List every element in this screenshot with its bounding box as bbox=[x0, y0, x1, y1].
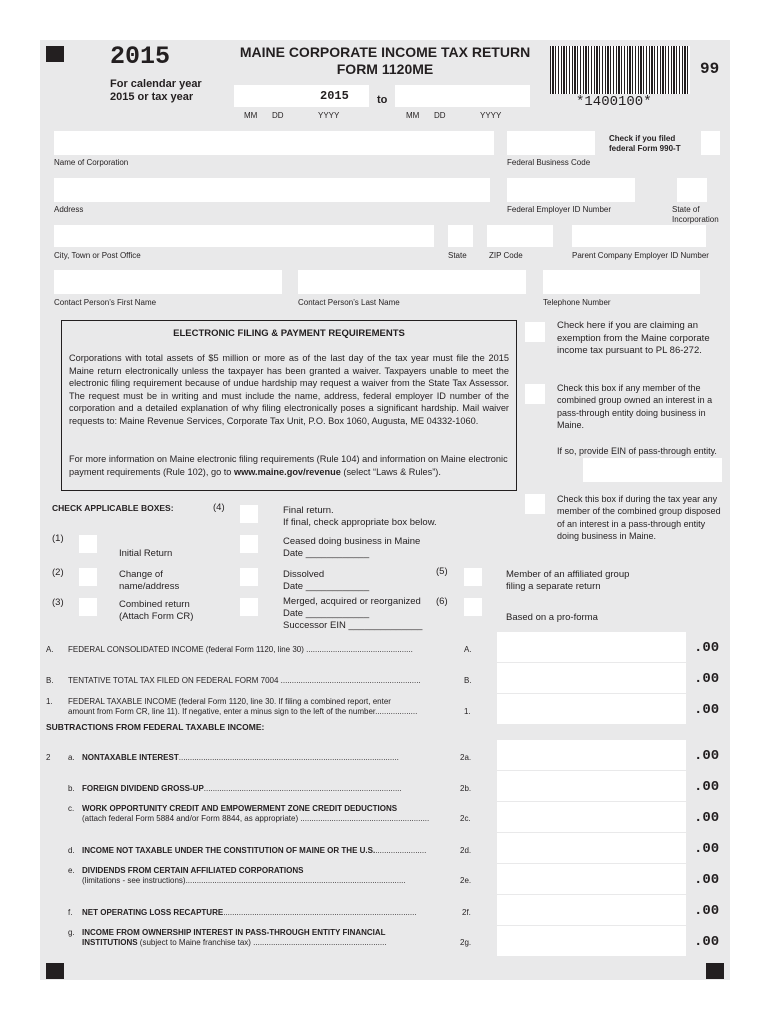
telephone-label: Telephone Number bbox=[543, 298, 611, 307]
line-1-ref: 1. bbox=[464, 707, 471, 716]
to-dd-label: DD bbox=[434, 111, 446, 120]
electronic-filing-notice bbox=[61, 320, 517, 491]
line-2d-ref: 2d. bbox=[460, 846, 472, 855]
tax-year-to-field[interactable] bbox=[395, 85, 530, 107]
from-mm-label: MM bbox=[244, 111, 258, 120]
line-a-number: A. bbox=[46, 645, 54, 654]
item-4-number: (4) bbox=[213, 502, 225, 513]
federal-business-code-field[interactable] bbox=[507, 131, 595, 155]
line-2g-amount-field[interactable] bbox=[497, 926, 686, 956]
from-dd-label: DD bbox=[272, 111, 284, 120]
merged-checkbox[interactable] bbox=[240, 598, 258, 616]
line-2g-ref: 2g. bbox=[460, 938, 472, 947]
parent-company-ein-field[interactable] bbox=[572, 225, 706, 247]
passthrough-ein-field[interactable] bbox=[583, 458, 722, 482]
contact-last-name-label: Contact Person’s Last Name bbox=[298, 298, 400, 307]
state-of-incorporation-field[interactable] bbox=[677, 178, 707, 202]
zip-code-field[interactable] bbox=[487, 225, 553, 247]
change-address-label: Change of name/address bbox=[119, 569, 180, 592]
ceased-business-label: Ceased doing business in Maine Date ____________ bbox=[283, 536, 421, 559]
state-field[interactable] bbox=[448, 225, 473, 247]
applicable-boxes-heading: CHECK APPLICABLE BOXES: bbox=[52, 503, 174, 513]
line-2g-letter: g. bbox=[68, 928, 75, 937]
line-2e-amount-field[interactable] bbox=[497, 864, 686, 894]
line-a-amount-field[interactable] bbox=[497, 632, 686, 662]
passthrough-interest-label: Check this box if any member of the combined group owned an interest in a pass-through entity doing business in Maine. bbox=[557, 383, 713, 430]
dissolved-checkbox[interactable] bbox=[240, 568, 258, 586]
line-2f-letter: f. bbox=[68, 908, 73, 917]
calendar-year-label: For calendar year 2015 or tax year bbox=[110, 78, 202, 103]
line-a-description: FEDERAL CONSOLIDATED INCOME (federal Form 1120, line 30) ................................................ bbox=[68, 645, 413, 654]
line-2f-description: NET OPERATING LOSS RECAPTURE....................................................................................... bbox=[82, 908, 417, 917]
contact-first-name-label: Contact Person’s First Name bbox=[54, 298, 157, 307]
registration-mark-bottom-right bbox=[706, 963, 724, 979]
final-return-label: Final return. If final, check appropriate box below. bbox=[283, 505, 437, 528]
line-2a-description: NONTAXABLE INTEREST................................................................................................... bbox=[82, 753, 399, 762]
item-5-number: (5) bbox=[436, 566, 448, 577]
ceased-business-checkbox[interactable] bbox=[240, 535, 258, 553]
subtractions-heading: SUBTRACTIONS FROM FEDERAL TAXABLE INCOME: bbox=[46, 722, 265, 732]
line-2c-cents: .00 bbox=[694, 810, 720, 826]
line-2a-amount-field[interactable] bbox=[497, 740, 686, 770]
line-1-number: 1. bbox=[46, 697, 53, 706]
state-label: State bbox=[448, 251, 467, 260]
initial-return-checkbox[interactable] bbox=[79, 535, 97, 553]
exemption-label: Check here if you are claiming an exemption from the Maine corporate income tax pursuant to PL 86-272. bbox=[557, 320, 710, 356]
line-2e-description: DIVIDENDS FROM CERTAIN AFFILIATED CORPORATIONS (limitations - see instructions)................................................................................................... bbox=[82, 866, 406, 885]
electronic-filing-title: ELECTRONIC FILING & PAYMENT REQUIREMENTS bbox=[173, 328, 405, 339]
combined-return-label: Combined return (Attach Form CR) bbox=[119, 599, 194, 622]
line-a-cents: .00 bbox=[694, 640, 720, 656]
disposed-interest-checkbox[interactable] bbox=[525, 494, 545, 514]
merged-label: Merged, acquired or reorganized Date ____________ Successor EIN ______________ bbox=[283, 596, 423, 631]
passthrough-ein-label: If so, provide EIN of pass-through entity. bbox=[557, 446, 717, 456]
line-2d-letter: d. bbox=[68, 846, 75, 855]
form-number: 99 bbox=[700, 60, 720, 78]
line-2d-cents: .00 bbox=[694, 841, 720, 857]
line-2d-amount-field[interactable] bbox=[497, 833, 686, 863]
line-2c-ref: 2c. bbox=[460, 814, 471, 823]
registration-mark-bottom-left bbox=[46, 963, 64, 979]
line-2g-description: INCOME FROM OWNERSHIP INTEREST IN PASS-THROUGH ENTITY FINANCIAL INSTITUTIONS (subject to Maine franchise tax) ............................................................ bbox=[82, 928, 387, 947]
line-2c-amount-field[interactable] bbox=[497, 802, 686, 832]
contact-first-name-field[interactable] bbox=[54, 270, 282, 294]
initial-return-label: Initial Return bbox=[119, 548, 173, 559]
line-b-number: B. bbox=[46, 676, 54, 685]
item-1-number: (1) bbox=[52, 533, 64, 544]
line-b-ref: B. bbox=[464, 676, 472, 685]
federal-employer-id-label: Federal Employer ID Number bbox=[507, 205, 612, 214]
tax-year-from-field[interactable] bbox=[234, 85, 369, 107]
contact-last-name-field[interactable] bbox=[298, 270, 526, 294]
line-b-description: TENTATIVE TOTAL TAX FILED ON FEDERAL FORM 7004 ............................................................... bbox=[68, 676, 421, 685]
address-label: Address bbox=[54, 205, 84, 214]
affiliated-group-label: Member of an affiliated group filing a separate return bbox=[506, 569, 630, 592]
passthrough-interest-checkbox[interactable] bbox=[525, 384, 545, 404]
electronic-filing-paragraph: Corporations with total assets of $5 million or more as of the last day of the tax year must file the 2015 Maine return electronically unless the taxpayer has been granted a waiver. Taxpayers unable to meet the electronic filing requirement because of undue hardship may request a waiver from the State Tax Assessor. The request must be in writing and must include the name, address, federal employer ID number of the corporation and a detailed explanation of why filing electronically poses a significant hardship. Mail waiver requests to: Maine Revenue Services, Corporate Tax Unit, P.O. Box 1060, Augusta, ME 04332-1060. bbox=[69, 353, 509, 426]
line-b-amount-field[interactable] bbox=[497, 663, 686, 693]
check-990t-label: Check if you filed federal Form 990-T bbox=[609, 134, 681, 153]
pro-forma-label: Based on a pro-forma bbox=[506, 612, 598, 623]
affiliated-group-checkbox[interactable] bbox=[464, 568, 482, 586]
line-2f-amount-field[interactable] bbox=[497, 895, 686, 925]
dissolved-label: Dissolved Date ____________ bbox=[283, 569, 370, 592]
zip-code-label: ZIP Code bbox=[489, 251, 523, 260]
line-2a-letter: a. bbox=[68, 753, 75, 762]
item-3-number: (3) bbox=[52, 597, 64, 608]
item-2-number: (2) bbox=[52, 567, 64, 578]
line-2e-ref: 2e. bbox=[460, 876, 472, 885]
to-yyyy-label: YYYY bbox=[480, 111, 502, 120]
line-2-number: 2 bbox=[46, 753, 51, 762]
federal-business-code-label: Federal Business Code bbox=[507, 158, 591, 167]
telephone-field[interactable] bbox=[543, 270, 700, 294]
line-2c-description: WORK OPPORTUNITY CREDIT AND EMPOWERMENT ZONE CREDIT DEDUCTIONS (attach federal Form 5884 and/or Form 8844, as appropriate) .......................................................... bbox=[82, 804, 430, 823]
disposed-interest-label: Check this box if during the tax year any member of the combined group disposed of an interest in a pass-through entity doing business in Maine. bbox=[557, 494, 721, 541]
form-title: MAINE CORPORATE INCOME TAX RETURN FORM 1120ME bbox=[239, 44, 531, 77]
city-label: City, Town or Post Office bbox=[54, 251, 141, 260]
line-2f-ref: 2f. bbox=[462, 908, 471, 917]
line-2b-letter: b. bbox=[68, 784, 75, 793]
line-2f-cents: .00 bbox=[694, 903, 720, 919]
from-yyyy-label: YYYY bbox=[318, 111, 340, 120]
electronic-payment-paragraph: For more information on Maine electronic filing requirements (Rule 104) and information on Maine electronic payment requirements (Rule 102), go to www.maine.gov/revenue (select “Laws & Rules”). bbox=[69, 454, 508, 477]
address-field[interactable] bbox=[54, 178, 490, 202]
line-2a-cents: .00 bbox=[694, 748, 720, 764]
maine-revenue-link[interactable]: www.maine.gov/revenue bbox=[233, 466, 341, 477]
city-field[interactable] bbox=[54, 225, 434, 247]
line-1-cents: .00 bbox=[694, 702, 720, 718]
corporation-name-label: Name of Corporation bbox=[54, 158, 129, 167]
to-mm-label: MM bbox=[406, 111, 420, 120]
registration-mark-top-left bbox=[46, 46, 64, 62]
change-address-checkbox[interactable] bbox=[79, 568, 97, 586]
line-2b-description: FOREIGN DIVIDEND GROSS-UP......................................................................................... bbox=[82, 784, 402, 793]
line-2b-ref: 2b. bbox=[460, 784, 472, 793]
line-2g-cents: .00 bbox=[694, 934, 720, 950]
line-b-cents: .00 bbox=[694, 671, 720, 687]
barcode-text: *1400100* bbox=[576, 94, 652, 110]
line-2e-letter: e. bbox=[68, 866, 75, 875]
line-1-description: FEDERAL TAXABLE INCOME (federal Form 1120, line 30. If filing a combined report, enter amount from Form CR, line 11). If negative, enter a minus sign to the left of the number................... bbox=[68, 697, 418, 716]
line-2e-cents: .00 bbox=[694, 872, 720, 888]
form-year: 2015 bbox=[110, 42, 171, 71]
line-1-amount-field[interactable] bbox=[497, 694, 686, 724]
line-2c-letter: c. bbox=[68, 804, 75, 813]
to-label: to bbox=[377, 94, 388, 106]
tax-year-from-year: 2015 bbox=[320, 89, 349, 103]
line-2a-ref: 2a. bbox=[460, 753, 472, 762]
federal-employer-id-field[interactable] bbox=[507, 178, 635, 202]
line-a-ref: A. bbox=[464, 645, 472, 654]
exemption-checkbox[interactable] bbox=[525, 322, 545, 342]
barcode bbox=[550, 46, 690, 94]
check-990t-checkbox[interactable] bbox=[701, 131, 720, 155]
line-2d-description: INCOME NOT TAXABLE UNDER THE CONSTITUTION OF MAINE OR THE U.S........................ bbox=[82, 846, 427, 855]
final-return-checkbox[interactable] bbox=[240, 505, 258, 523]
line-2b-amount-field[interactable] bbox=[497, 771, 686, 801]
line-2b-cents: .00 bbox=[694, 779, 720, 795]
state-of-incorporation-label: State of Incorporation bbox=[672, 205, 719, 224]
parent-company-ein-label: Parent Company Employer ID Number bbox=[572, 251, 709, 260]
item-6-number: (6) bbox=[436, 596, 448, 607]
combined-return-checkbox[interactable] bbox=[79, 598, 97, 616]
pro-forma-checkbox[interactable] bbox=[464, 598, 482, 616]
corporation-name-field[interactable] bbox=[54, 131, 494, 155]
